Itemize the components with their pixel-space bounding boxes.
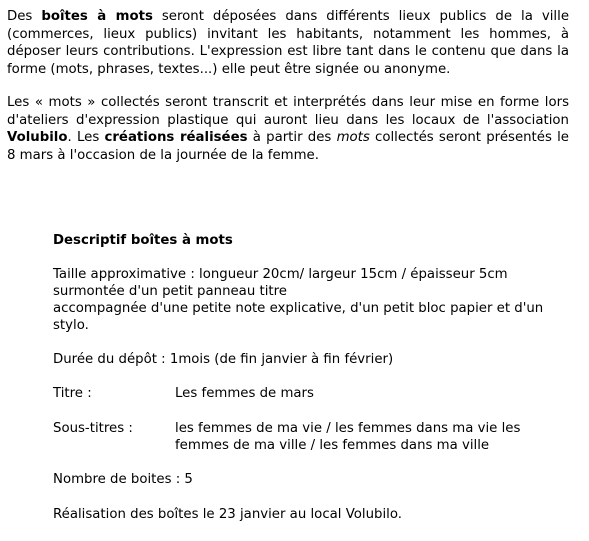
intro-p1-bold-boites: boîtes à mots	[41, 9, 153, 24]
realisation-boites: Réalisation des boîtes le 23 janvier au local Volubilo.	[53, 507, 402, 522]
sous-titres-line-1: les femmes de ma vie / les femmes dans ma vie les	[175, 421, 521, 436]
duree-depot: Durée du dépôt : 1mois (de fin janvier à fin février)	[53, 352, 394, 367]
intro-p2-text-4: collectés seront présentés le 8 mars à l'occasion de la journée de la femme.	[7, 130, 569, 163]
sous-titres-label: Sous-titres :	[53, 421, 133, 436]
intro-p2-italic-mots: mots	[336, 130, 370, 145]
taille-line-4: stylo.	[53, 318, 89, 333]
descriptif-title: Descriptif boîtes à mots	[53, 233, 233, 248]
intro-p2-bold-creations: créations réalisées	[104, 130, 248, 145]
nombre-boites: Nombre de boites : 5	[53, 472, 193, 487]
intro-p2-bold-volubilo: Volubilo	[7, 130, 68, 145]
intro-paragraph-1	[7, 8, 569, 78]
intro-p1-text-2: seront déposées dans différents lieux publics de la ville (commerces, lieux publics) invitant les habitants, notamment les hommes, à déposer leurs contributions. L'expression est libre tant dans le contenu que dans la forme (mots, phrases, textes...) elle peut être signée ou anonyme.	[7, 9, 569, 77]
intro-p2-text-1: Les « mots » collectés seront transcrit et interprétés dans leur mise en forme lors d'ateliers d'expression plastique qui auront lieu dans les locaux de l'association	[7, 95, 569, 128]
intro-paragraph-2	[7, 94, 569, 164]
intro-p2-text-2: . Les	[67, 130, 105, 145]
sous-titres-line-2: femmes de ma ville / les femmes dans ma ville	[175, 438, 490, 453]
taille-line-3: accompagnée d'une petite note explicative, d'un petit bloc papier et d'un	[53, 301, 544, 316]
taille-line-2: surmontée d'un petit panneau titre	[53, 284, 287, 299]
titre-value: Les femmes de mars	[175, 386, 314, 401]
intro-p1-text-1: Des	[7, 9, 42, 24]
taille-line-1: Taille approximative : longueur 20cm/ largeur 15cm / épaisseur 5cm	[53, 267, 508, 282]
titre-label: Titre :	[53, 386, 92, 401]
intro-p2-text-3: à partir des	[247, 130, 337, 145]
